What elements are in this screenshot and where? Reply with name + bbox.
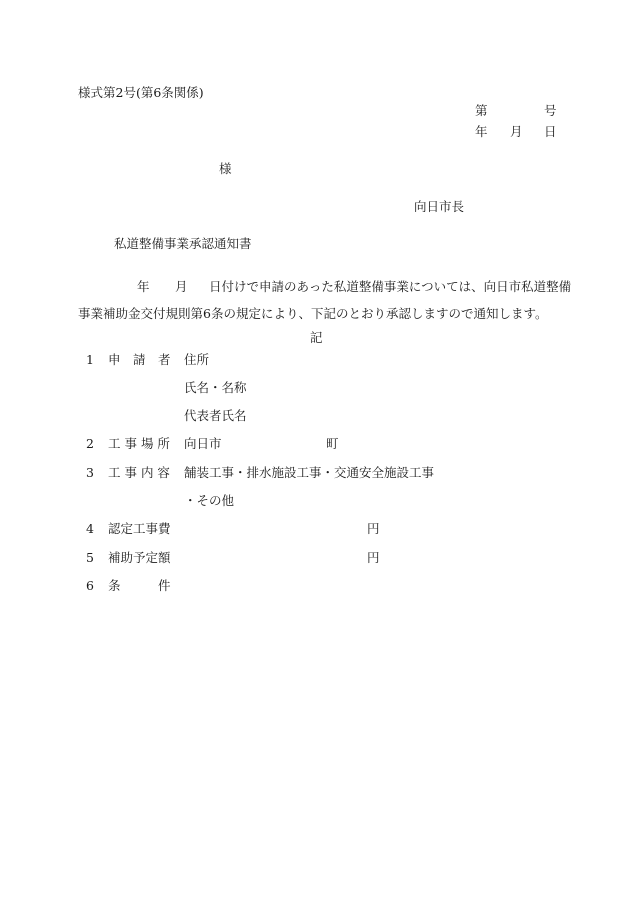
site-label: 工 事 場 所 <box>108 436 170 451</box>
issuer: 向日市長 <box>414 199 465 214</box>
content-line2: ・その他 <box>184 493 235 508</box>
approved-cost-unit: 円 <box>367 521 380 536</box>
site-town: 町 <box>326 436 339 451</box>
date-day: 日 <box>544 124 557 139</box>
applicant-name: 氏名・名称 <box>184 380 247 395</box>
item-number: 2 <box>86 436 94 451</box>
subsidy-unit: 円 <box>367 550 380 565</box>
subsidy-label: 補助予定額 <box>108 550 171 565</box>
doc-number-suffix: 号 <box>544 103 557 118</box>
body-line2: 事業補助金交付規則第6条の規定により、下記のとおり承認しますので通知します。 <box>78 306 548 321</box>
item-number: 1 <box>86 352 94 367</box>
item-number: 5 <box>86 550 94 565</box>
approved-cost-label: 認定工事費 <box>108 521 171 536</box>
body-year: 年 <box>137 279 150 294</box>
applicant-representative: 代表者氏名 <box>184 408 247 423</box>
content-line1: 舗装工事・排水施設工事・交通安全施設工事 <box>184 465 435 480</box>
ki-heading: 記 <box>310 330 323 345</box>
document-title: 私道整備事業承認通知書 <box>114 236 252 251</box>
date-year: 年 <box>475 124 488 139</box>
addressee-honorific: 様 <box>219 161 232 176</box>
doc-number-prefix: 第 <box>475 103 488 118</box>
applicant-address: 住所 <box>184 352 210 367</box>
body-line1: 日付けで申請のあった私道整備事業については、向日市私道整備 <box>209 279 572 294</box>
item-number: 4 <box>86 521 94 536</box>
site-city: 向日市 <box>184 436 222 451</box>
body-month: 月 <box>175 279 188 294</box>
conditions-label: 条 件 <box>108 578 171 593</box>
date-month: 月 <box>510 124 523 139</box>
item-number: 6 <box>86 578 94 593</box>
item-number: 3 <box>86 465 94 480</box>
applicant-label: 申 請 者 <box>108 352 171 367</box>
content-label: 工 事 内 容 <box>108 465 170 480</box>
form-label: 様式第2号(第6条関係) <box>78 85 204 100</box>
